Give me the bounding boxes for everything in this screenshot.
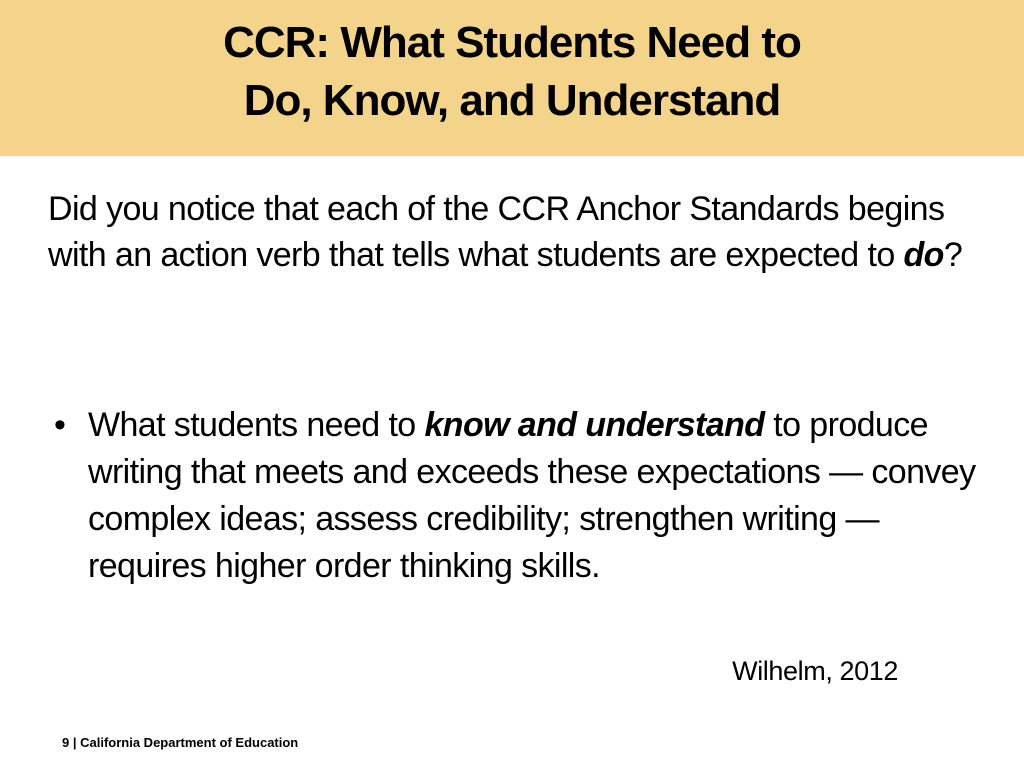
footer-separator: | — [69, 735, 81, 750]
intro-paragraph — [48, 186, 978, 278]
bullet-item — [48, 402, 978, 590]
intro-text: Did you notice that each of the CCR Anchor Standards begins with an action verb that tells what students are expected to — [48, 190, 945, 274]
intro-emphasis: do — [903, 236, 944, 274]
bullet-text — [88, 402, 978, 590]
page-number: 9 — [62, 735, 70, 750]
bullet-emphasis: know and understand — [424, 406, 765, 444]
citation: Wilhelm, 2012 — [732, 656, 898, 686]
footer-organization: California Department of Education — [80, 735, 299, 750]
slide-footer — [62, 735, 298, 751]
title-banner — [0, 0, 1024, 156]
slide-title — [0, 14, 1024, 130]
bullet-lead: What students need to — [88, 406, 425, 444]
title-line-2: Do, Know, and Understand — [243, 76, 781, 125]
intro-end: ? — [943, 236, 963, 274]
bullet-rest: to produce writing that meets and exceeds these expectations — convey complex ideas; assess credibility; strengthen writing — requires higher order thinking skills. — [88, 406, 976, 585]
slide-body — [48, 186, 978, 278]
bullet-marker: • — [54, 406, 66, 444]
title-line-1: CCR: What Students Need to — [223, 18, 801, 67]
